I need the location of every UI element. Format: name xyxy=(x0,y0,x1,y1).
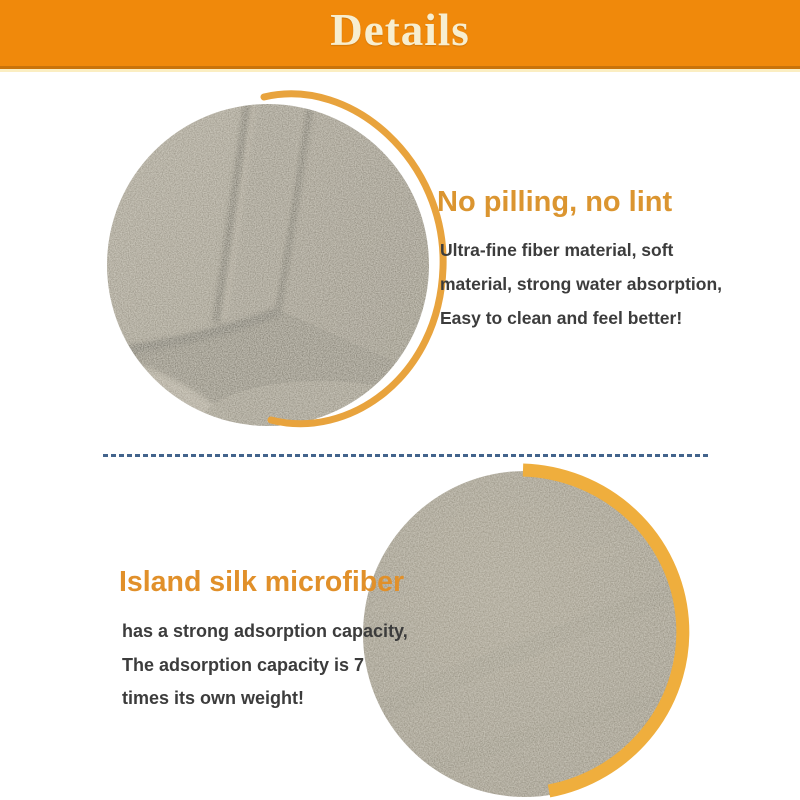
feature-text-bottom-line2: The adsorption capacity is 7 xyxy=(122,654,365,675)
section-divider xyxy=(103,454,709,457)
feature-text-bottom-line1: has a strong adsorption capacity, xyxy=(122,621,408,641)
feature-heading-bottom: Island silk microfiber xyxy=(119,566,405,598)
page-title: Details xyxy=(330,5,470,55)
details-banner xyxy=(0,0,800,69)
feature-text-top-line3: Easy to clean and feel better! xyxy=(440,308,683,328)
feature-text-bottom xyxy=(122,615,408,716)
feature-heading-top: No pilling, no lint xyxy=(437,186,673,218)
banner-accent-line xyxy=(0,69,800,72)
feature-text-top-line1: Ultra-fine fiber material, soft xyxy=(440,240,674,260)
folded-cloth-photo xyxy=(106,103,430,427)
feature-text-top-line2: material, strong water absorption, xyxy=(440,274,722,294)
feature-text-top xyxy=(440,233,722,335)
feature-text-bottom-line3: times its own weight! xyxy=(122,688,305,708)
felt-texture-photo xyxy=(362,470,688,798)
